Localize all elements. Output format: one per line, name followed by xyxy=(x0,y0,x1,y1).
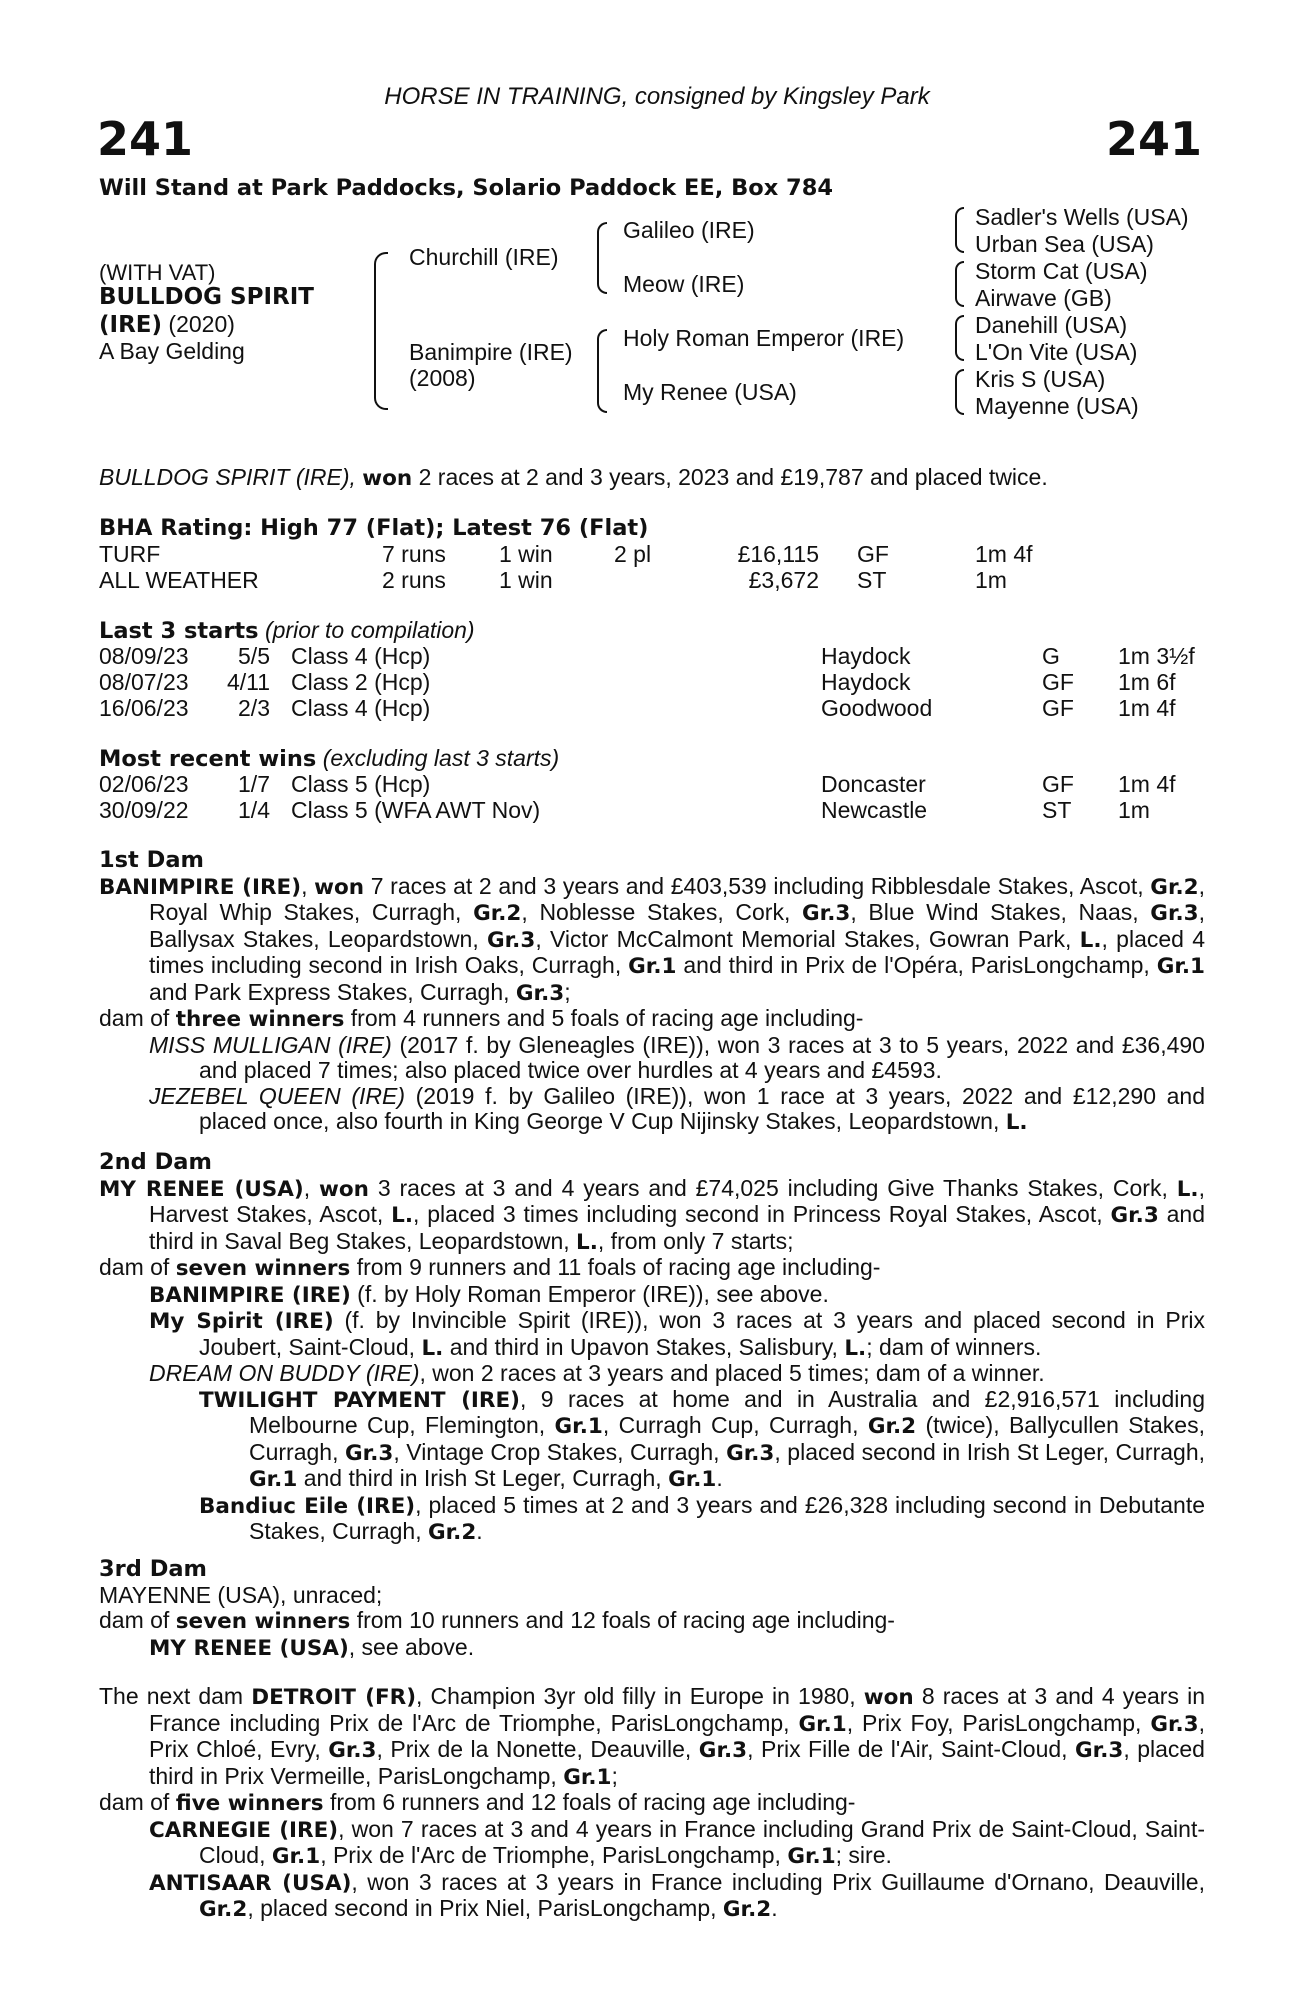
start-class: Class 4 (Hcp) xyxy=(291,695,431,721)
group-grade: Gr.3 xyxy=(802,901,851,926)
record-text: , Ballysax Stakes, Leopardstown, xyxy=(149,899,1205,952)
last-starts-note: (prior to compilation) xyxy=(258,617,475,643)
record-text: , Victor McCalmont Memorial Stakes, Gowran Park, xyxy=(535,925,1080,952)
record-text: . xyxy=(716,1465,723,1491)
group-grade: Gr.1 xyxy=(1156,954,1206,979)
group-grade: Gr.2 xyxy=(867,1414,917,1439)
win-going: GF xyxy=(1042,771,1074,797)
win-going: ST xyxy=(1042,797,1072,823)
record-text: (2017 f. by Gleneagles (IRE)), won 3 races at 3 to 5 years, 2022 and £36,490 and placed 7 times; also placed twice over hurdles at 4 years and £4593. xyxy=(199,1031,1205,1083)
first-dam-won: won xyxy=(314,874,365,900)
group-grade: Gr.3 xyxy=(515,980,565,1006)
record-text: , won 3 races at 3 years in France including Prix Guillaume d'Ornano, Deauville, xyxy=(351,1868,1205,1895)
win-date: 30/09/22 xyxy=(99,797,189,823)
grand-produce-2 xyxy=(99,1493,1205,1546)
record-text: , see above. xyxy=(348,1633,475,1660)
record-text: , Prix de l'Arc de Triomphe, ParisLongchamp, xyxy=(320,1842,788,1868)
start-distance: 1m 6f xyxy=(1118,669,1176,695)
pedigree-brace-main xyxy=(374,252,388,410)
second-dam-record: MY RENEE (USA), won 3 races at 3 and 4 years and £74,025 including Give Thanks Stakes, Cork, L., Harvest Stakes, Ascot, L., placed 3 times including second in Princess Royal Stakes, Ascot, Gr.3 and third in Saval Beg Stakes, Leopardstown, L., from only 7 starts; xyxy=(99,1174,1206,1255)
second-dam-produce-3 xyxy=(99,1361,1205,1387)
horse-origin-year xyxy=(99,312,235,339)
start-position: 2/3 xyxy=(238,695,270,721)
group-grade: Gr.3 xyxy=(698,1738,748,1763)
next-dam-section xyxy=(99,1684,1205,1923)
next-dam-produce-1 xyxy=(99,1817,1205,1870)
horse-year: (2020) xyxy=(162,311,235,337)
record-text: , Blue Wind Stakes, Naas, xyxy=(850,899,1151,925)
pedigree-brace-g4 xyxy=(955,369,964,415)
rating-money: £16,115 xyxy=(737,541,819,567)
second-dam-won: won xyxy=(319,1176,369,1202)
record-text: ; dam of winners. xyxy=(866,1333,1042,1360)
produce-name: TWILIGHT PAYMENT (IRE) xyxy=(199,1387,520,1413)
pedigree-gen3-8: Mayenne (USA) xyxy=(975,393,1139,419)
record-text: dam of xyxy=(99,1254,176,1280)
group-grade: Gr.1 xyxy=(249,1467,298,1492)
second-dam-produce-2 xyxy=(99,1308,1205,1361)
record-text: , placed 5 times at 2 and 3 years and £26,328 including second in Debutante Stakes, Curragh, xyxy=(249,1491,1205,1544)
horse-name: BULLDOG SPIRIT xyxy=(99,284,314,310)
win-date: 02/06/23 xyxy=(99,771,189,797)
recent-wins-heading xyxy=(99,746,559,773)
produce-name: MY RENEE (USA) xyxy=(149,1635,349,1661)
record-text: and third in Irish St Leger, Curragh, xyxy=(297,1465,669,1491)
record-text: from 9 runners and 11 foals of racing age including- xyxy=(350,1254,881,1280)
record-text: , Curragh Cup, Curragh, xyxy=(602,1412,868,1438)
win-course: Newcastle xyxy=(821,797,928,823)
record-text: , Prix Foy, ParisLongchamp, xyxy=(846,1709,1151,1736)
second-dam-heading: 2nd Dam xyxy=(99,1149,212,1175)
start-class: Class 2 (Hcp) xyxy=(291,669,431,695)
group-grade: Gr.1 xyxy=(798,1711,847,1737)
pedigree-gen3-7: Kris S (USA) xyxy=(975,366,1106,392)
start-date: 08/09/23 xyxy=(99,643,189,669)
group-grade: Gr.2 xyxy=(199,1897,248,1922)
record-text: , placed 3 times including second in Princess Royal Stakes, Ascot, xyxy=(413,1201,1111,1227)
first-dam-name: BANIMPIRE (IRE) xyxy=(99,874,302,900)
record-text: (f. by Invincible Spirit (IRE)), won 3 races at 3 years and placed second in Prix Joubert, Saint-Cloud, xyxy=(199,1307,1205,1360)
summary-text: 2 races at 2 and 3 years, 2023 and £19,787 and placed twice. xyxy=(412,464,1048,490)
group-grade: Gr.3 xyxy=(1150,1711,1199,1737)
pedigree-dam-sire: Holy Roman Emperor (IRE) xyxy=(623,325,905,351)
record-text: , placed second in Irish St Leger, Curragh, xyxy=(774,1438,1205,1465)
table-row xyxy=(0,798,1314,824)
record-text: from 4 runners and 5 foals of racing age including- xyxy=(344,1005,864,1031)
start-going: GF xyxy=(1042,669,1074,695)
second-dam-produce-1 xyxy=(99,1282,1205,1309)
start-course: Haydock xyxy=(821,643,911,669)
record-text: , 9 races at home and in Australia and £2,916,571 including Melbourne Cup, Flemington, xyxy=(249,1385,1205,1438)
first-dam-produce-1 xyxy=(99,1033,1205,1084)
win-class: Class 5 (Hcp) xyxy=(291,771,431,797)
start-position: 5/5 xyxy=(238,643,270,669)
pedigree-dam: Banimpire (IRE) xyxy=(409,339,573,365)
pedigree-gen3-2: Urban Sea (USA) xyxy=(975,231,1154,257)
recent-wins-note: (excluding last 3 starts) xyxy=(316,745,560,771)
produce-name: ANTISAAR (USA) xyxy=(149,1870,352,1896)
rating-money: £3,672 xyxy=(748,567,819,593)
horse-origin: (IRE) xyxy=(99,312,163,338)
group-grade: Gr.1 xyxy=(271,1844,321,1869)
win-distance: 1m 4f xyxy=(1118,771,1176,797)
record-text: . xyxy=(476,1518,483,1544)
rating-runs: 7 runs xyxy=(382,541,446,567)
group-grade: Gr.3 xyxy=(328,1738,377,1763)
group-grade: Gr.3 xyxy=(1150,901,1199,926)
rating-row xyxy=(0,568,1314,594)
record-text: (2019 f. by Galileo (IRE)), won 1 race at 3 years, 2022 and £12,290 and placed once, also fourth in King George V Cup Nijinsky Stakes, Leopardstown, xyxy=(199,1082,1205,1134)
next-dam-name: DETROIT (FR) xyxy=(251,1685,417,1710)
group-grade: Gr.1 xyxy=(554,1414,603,1439)
table-row xyxy=(0,644,1314,670)
first-dam-section xyxy=(99,848,1205,1136)
rating-placed: 2 pl xyxy=(614,541,652,567)
group-grade: Gr.1 xyxy=(628,954,677,979)
group-grade: Gr.3 xyxy=(726,1440,775,1466)
record-text: , Prix Fille de l'Air, Saint-Cloud, xyxy=(747,1736,1076,1762)
record-text: ; sire. xyxy=(835,1842,892,1868)
record-text: , Harvest Stakes, Ascot, xyxy=(149,1174,1205,1227)
pedigree-sire: Churchill (IRE) xyxy=(409,244,559,270)
last-starts-heading xyxy=(99,618,475,645)
start-course: Goodwood xyxy=(821,695,933,721)
winners-count: five winners xyxy=(175,1791,324,1816)
rating-going: GF xyxy=(857,541,889,567)
record-text: dam of xyxy=(99,1005,176,1031)
record-text: 3 races at 3 and 4 years and £74,025 including Give Thanks Stakes, Cork, xyxy=(368,1174,1177,1201)
group-grade: Gr.2 xyxy=(722,1897,772,1922)
stand-location: Will Stand at Park Paddocks, Solario Paddock EE, Box 784 xyxy=(99,175,834,201)
next-dam-record xyxy=(99,1684,1205,1790)
lot-number-right: 241 xyxy=(1105,112,1202,166)
vat-label: (WITH VAT) xyxy=(99,260,216,285)
record-text: . xyxy=(771,1895,778,1921)
group-grade: Gr.1 xyxy=(787,1844,836,1869)
group-grade: Gr.3 xyxy=(1075,1738,1124,1763)
listed-grade: L. xyxy=(1079,927,1102,953)
summary-won: won xyxy=(362,466,413,491)
third-dam-produce-intro xyxy=(99,1608,1205,1635)
next-dam-produce-2 xyxy=(99,1870,1205,1923)
page-title: HORSE IN TRAINING, consigned by Kingsley Park xyxy=(384,83,930,110)
produce-name: CARNEGIE (IRE) xyxy=(149,1817,339,1843)
group-grade: Gr.3 xyxy=(1110,1203,1159,1228)
pedigree-brace-sire xyxy=(597,222,607,294)
record-text: , Noblesse Stakes, Cork, xyxy=(521,899,803,925)
pedigree-gen3-6: L'On Vite (USA) xyxy=(975,339,1138,365)
win-distance: 1m xyxy=(1118,797,1150,823)
grand-produce-1 xyxy=(99,1387,1205,1493)
rating-going: ST xyxy=(857,567,887,593)
group-grade: Gr.3 xyxy=(345,1440,394,1466)
group-grade: Gr.1 xyxy=(563,1764,612,1790)
produce-name: My Spirit (IRE) xyxy=(149,1309,334,1334)
rating-title: BHA Rating: High 77 (Flat); Latest 76 (Flat) xyxy=(99,515,649,541)
record-text: The next dam xyxy=(99,1683,252,1709)
third-dam-heading: 3rd Dam xyxy=(99,1556,207,1582)
record-text: , placed 4 times including second in Irish Oaks, Curragh, xyxy=(149,925,1205,978)
group-grade: Gr.1 xyxy=(668,1467,717,1492)
listed-grade: L. xyxy=(421,1335,444,1361)
record-text: from 10 runners and 12 foals of racing age including- xyxy=(350,1607,895,1633)
pedigree-dam-year: (2008) xyxy=(409,365,476,391)
rating-runs: 2 runs xyxy=(382,567,446,593)
listed-grade: L. xyxy=(391,1203,414,1228)
produce-name: JEZEBEL QUEEN (IRE) xyxy=(149,1082,405,1109)
record-text: , Prix Chloé, Evry, xyxy=(149,1709,1206,1762)
listed-grade: L. xyxy=(576,1229,598,1255)
rating-wins: 1 win xyxy=(499,541,553,567)
winners-count: three winners xyxy=(175,1007,345,1032)
listed-grade: L. xyxy=(1005,1110,1028,1135)
second-dam-section xyxy=(99,1150,1205,1546)
win-class: Class 5 (WFA AWT Nov) xyxy=(291,797,541,823)
pedigree-gen3-1: Sadler's Wells (USA) xyxy=(975,204,1189,230)
pedigree-sire-sire: Galileo (IRE) xyxy=(623,217,755,243)
record-text: (twice), Ballycullen Stakes, Curragh, xyxy=(249,1412,1205,1465)
start-class: Class 4 (Hcp) xyxy=(291,643,431,669)
start-distance: 1m 4f xyxy=(1118,695,1176,721)
rating-surface: TURF xyxy=(99,541,161,567)
record-text: (f. by Holy Roman Emperor (IRE)), see above. xyxy=(350,1280,829,1307)
first-dam-heading: 1st Dam xyxy=(99,847,204,873)
second-dam-name: MY RENEE (USA) xyxy=(99,1176,304,1202)
rating-row xyxy=(0,542,1314,568)
win-position: 1/7 xyxy=(238,771,270,797)
record-text: from 6 runners and 12 foals of racing age including- xyxy=(323,1789,856,1815)
table-row xyxy=(0,696,1314,722)
record-text: and third in Saval Beg Stakes, Leopardstown, xyxy=(149,1201,1206,1254)
third-dam-section xyxy=(99,1557,1205,1661)
recent-wins-title: Most recent wins xyxy=(99,746,317,772)
pedigree-brace-dam xyxy=(597,329,607,413)
table-row xyxy=(0,670,1314,696)
record-text: 7 races at 2 and 3 years and £403,539 including Ribblesdale Stakes, Ascot, xyxy=(364,872,1151,899)
record-text: and third in Prix de l'Opéra, ParisLongchamp, xyxy=(676,952,1157,978)
pedigree-brace-g2 xyxy=(955,261,964,307)
record-text: dam of xyxy=(99,1789,176,1815)
start-position: 4/11 xyxy=(226,669,270,695)
record-text: , from only 7 starts; xyxy=(597,1227,794,1254)
first-dam-record: BANIMPIRE (IRE), won 7 races at 2 and 3 years and £403,539 including Ribblesdale Stakes, Ascot, Gr.2, Royal Whip Stakes, Curragh, Gr.2, Noblesse Stakes, Cork, Gr.3, Blue Wind Stakes, Naas, Gr.3, Ballysax Stakes, Leopardstown, Gr.3, Victor McCalmont Memorial Stakes, Gowran Park, L., placed 4 times including second in Irish Oaks, Curragh, Gr.1 and third in Prix de l'Opéra, ParisLongchamp, Gr.1 and Park Express Stakes, Curragh, Gr.3; xyxy=(99,872,1206,1006)
produce-name: Bandiuc Eile (IRE) xyxy=(199,1493,416,1519)
pedigree-dam-dam: My Renee (USA) xyxy=(623,379,797,405)
third-dam-record: MAYENNE (USA), unraced; xyxy=(99,1581,383,1608)
record-text: 8 races at 3 and 4 years in France including Prix de l'Arc de Triomphe, ParisLongchamp, xyxy=(149,1683,1205,1736)
record-text: , Royal Whip Stakes, Curragh, xyxy=(149,872,1205,925)
record-text: and third in Upavon Stakes, Salisbury, xyxy=(443,1333,845,1360)
lot-number-left: 241 xyxy=(97,112,194,166)
win-course: Doncaster xyxy=(821,771,926,797)
start-date: 08/07/23 xyxy=(99,669,189,695)
winners-count: seven winners xyxy=(175,1609,351,1634)
last-starts-title: Last 3 starts xyxy=(99,618,259,644)
record-text: and Park Express Stakes, Curragh, xyxy=(149,978,516,1005)
record-text: , won 2 races at 3 years and placed 5 times; dam of a winner. xyxy=(419,1360,1045,1386)
pedigree-gen3-4: Airwave (GB) xyxy=(975,285,1112,311)
record-text: , Vintage Crop Stakes, Curragh, xyxy=(393,1438,727,1465)
race-summary xyxy=(99,465,1048,492)
listed-grade: L. xyxy=(1176,1176,1199,1202)
first-dam-produce-intro xyxy=(99,1006,1205,1033)
pedigree-brace-g3 xyxy=(955,315,964,361)
next-dam-won: won xyxy=(863,1685,914,1710)
group-grade: Gr.2 xyxy=(427,1520,477,1545)
start-course: Haydock xyxy=(821,669,911,695)
first-dam-produce-2 xyxy=(99,1084,1205,1136)
record-text: , placed third in Prix Vermeille, ParisLongchamp, xyxy=(149,1736,1205,1789)
horse-description: A Bay Gelding xyxy=(99,338,245,364)
listed-grade: L. xyxy=(844,1335,867,1361)
record-text: ; xyxy=(611,1762,618,1789)
rating-distance: 1m xyxy=(975,567,1007,593)
rating-surface: ALL WEATHER xyxy=(99,567,259,593)
record-text: , Prix de la Nonette, Deauville, xyxy=(376,1736,699,1762)
group-grade: Gr.3 xyxy=(487,927,536,953)
pedigree-sire-dam: Meow (IRE) xyxy=(623,271,745,297)
start-going: GF xyxy=(1042,695,1074,721)
pedigree-gen3-5: Danehill (USA) xyxy=(975,312,1128,338)
produce-name: MISS MULLIGAN (IRE) xyxy=(149,1031,392,1058)
record-text: ; xyxy=(564,978,571,1005)
start-date: 16/06/23 xyxy=(99,695,189,721)
table-row xyxy=(0,772,1314,798)
record-text: , won 7 races at 3 and 4 years in France including Grand Prix de Saint-Cloud, Saint-Cloud, xyxy=(199,1815,1205,1868)
pedigree-brace-g1 xyxy=(955,207,964,253)
record-text: dam of xyxy=(99,1607,176,1633)
produce-name: DREAM ON BUDDY (IRE) xyxy=(149,1360,420,1386)
winners-count: seven winners xyxy=(175,1256,351,1281)
rating-distance: 1m 4f xyxy=(975,541,1033,567)
win-position: 1/4 xyxy=(238,797,270,823)
group-grade: Gr.2 xyxy=(473,901,522,926)
next-dam-produce-intro xyxy=(99,1790,1205,1817)
second-dam-produce-intro xyxy=(99,1255,1205,1282)
record-text: , Champion 3yr old filly in Europe in 1980, xyxy=(416,1683,864,1709)
start-going: G xyxy=(1042,643,1060,669)
summary-horse-name: BULLDOG SPIRIT (IRE), xyxy=(99,464,356,490)
produce-name: BANIMPIRE (IRE) xyxy=(149,1282,351,1308)
third-dam-produce-1 xyxy=(99,1635,1205,1662)
start-distance: 1m 3½f xyxy=(1118,643,1195,669)
group-grade: Gr.2 xyxy=(1150,874,1199,900)
rating-wins: 1 win xyxy=(499,567,553,593)
pedigree-gen3-3: Storm Cat (USA) xyxy=(975,258,1148,284)
record-text: , placed second in Prix Niel, ParisLongchamp, xyxy=(247,1895,723,1921)
